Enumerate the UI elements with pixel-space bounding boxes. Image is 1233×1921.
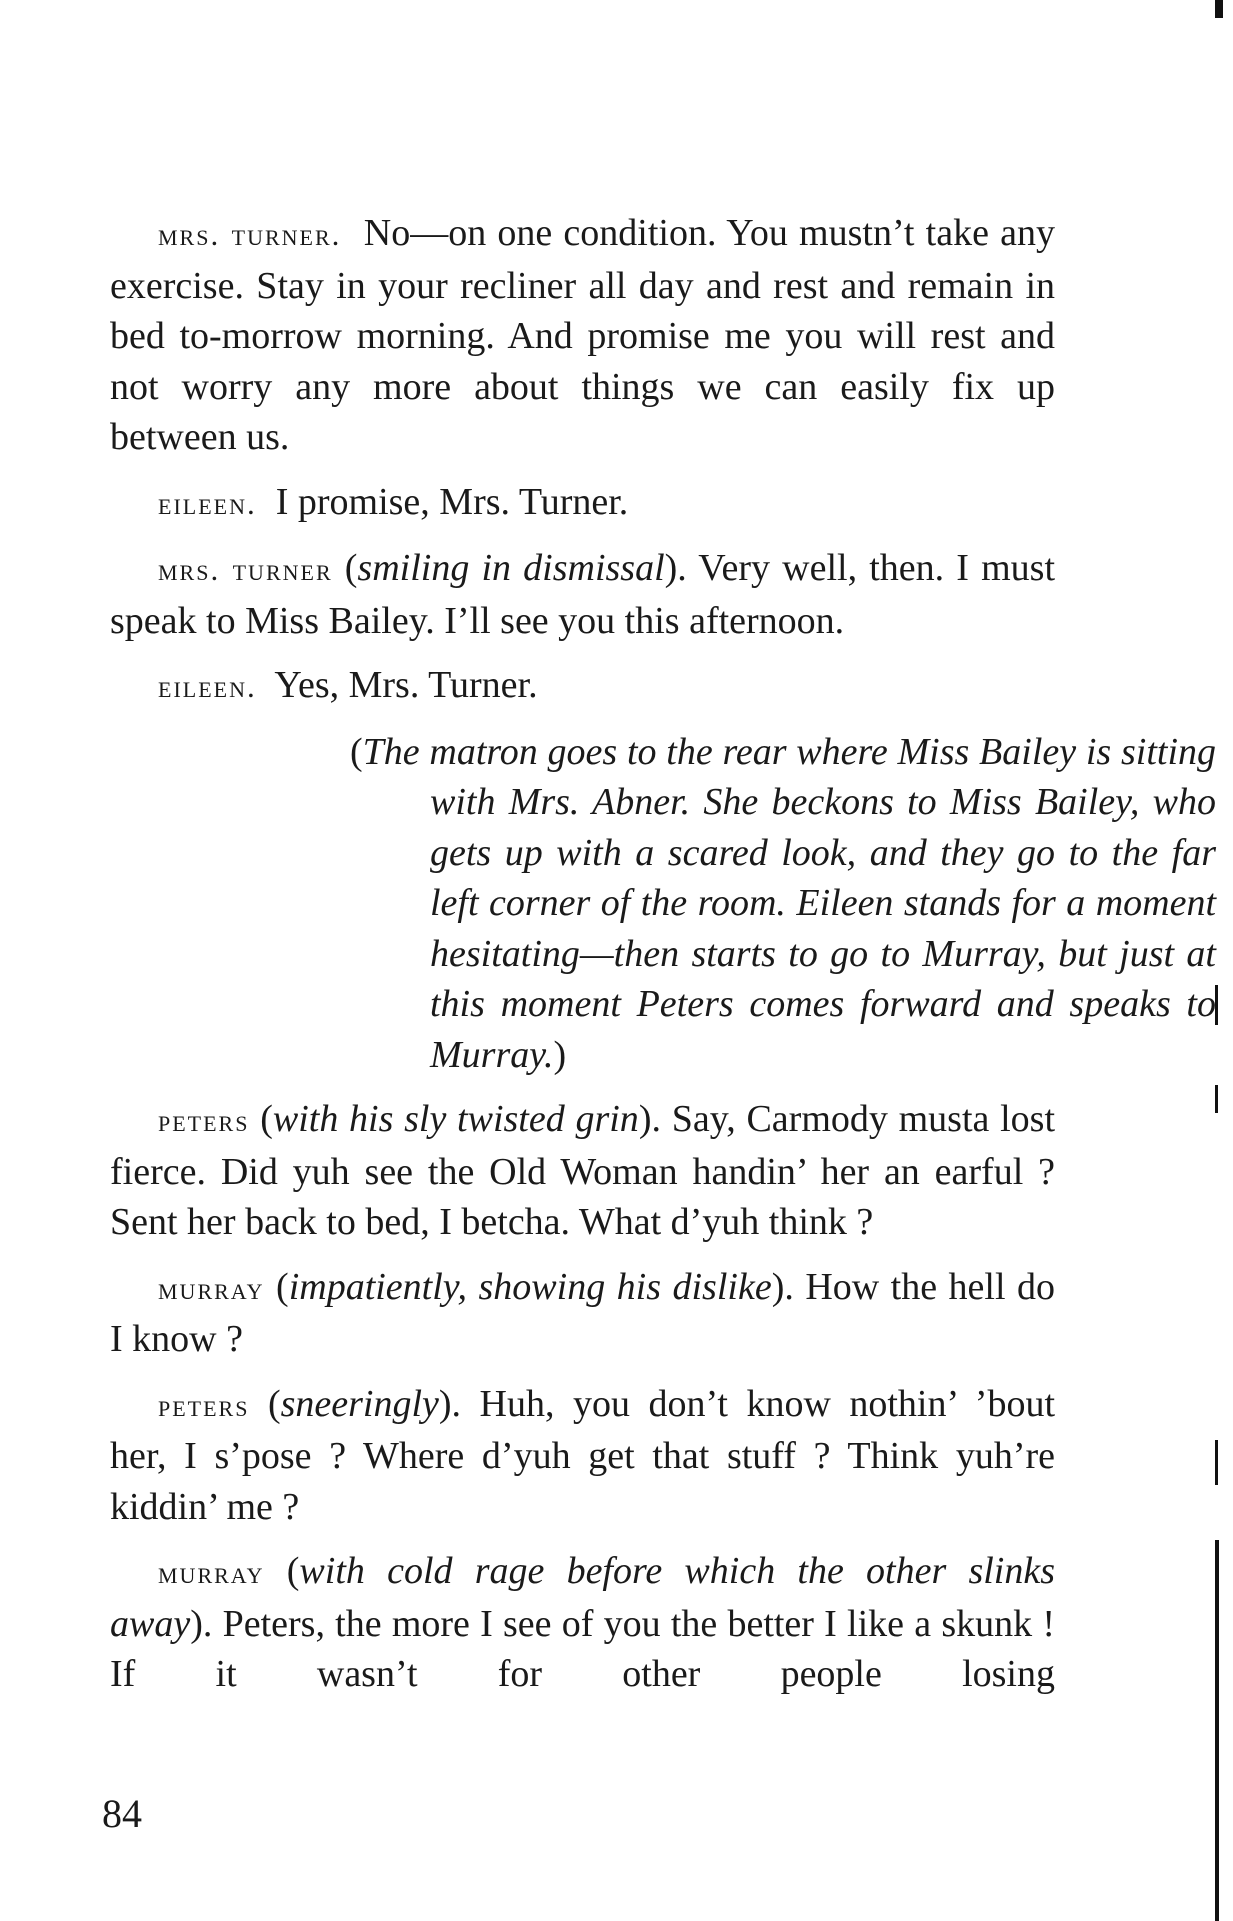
dialogue-text: Say, Carmody musta lost fierce. Did yuh see the Old Woman handin’ her an earful ? Sent her back to bed, I betcha. What d’yuh think ?: [110, 1098, 1056, 1243]
dialogue-paragraph: peters (with his sly twisted grin). Say, Carmody musta lost fierce. Did yuh see the Old Woman handin’ her an earful ? Sent her back to bed, I betcha. What d’yuh think ?: [110, 1098, 1056, 1243]
speaker-name: murray: [158, 1270, 265, 1306]
edge-mark-mid-3: [1215, 1440, 1218, 1485]
stage-direction-inline: smiling in dismissal: [357, 547, 665, 589]
speaker-name: murray: [158, 1555, 265, 1590]
stage-direction-inline: with his sly twisted grin: [272, 1098, 639, 1140]
dialogue-text: Peters, the more I see of you the better I like a skunk ! If it wasn’t for other people losing: [110, 1602, 1055, 1695]
dialogue-text: Yes, Mrs. Turner.: [274, 664, 538, 706]
dialogue-paragraph: murray (with cold rage before which the other slinks away). Peters, the more I see of you the better I like a skunk ! If it wasn’t for other people losing: [110, 1550, 1055, 1695]
edge-mark-mid-2: [1215, 1085, 1218, 1113]
speaker-name: mrs. turner: [158, 552, 333, 587]
dialogue-text: I promise, Mrs. Turner.: [275, 480, 629, 523]
dialogue-paragraph: peters (sneeringly). Huh, you don’t know nothin’ ’bout her, I s’pose ? Where d’yuh get that stuff ? Think yuh’re kiddin’ me ?: [110, 1382, 1056, 1528]
edge-mark-top: [1215, 0, 1223, 18]
dialogue-paragraph: mrs. turner (smiling in dismissal). Very well, then. I must speak to Miss Bailey. I’ll see you this afternoon.: [110, 547, 1056, 642]
stage-direction-inline: impatiently, showing his dislike: [288, 1265, 772, 1308]
stage-direction-inline: with cold rage before which the other slinks away: [110, 1550, 1055, 1645]
speaker-name: mrs. turner.: [158, 217, 342, 252]
speaker-name: eileen.: [158, 485, 257, 521]
stage-direction-inline: sneeringly: [280, 1382, 439, 1425]
dialogue-text: No—on one condition. You mustn’t take any exercise. Stay in your recliner all day and rest and remain in bed to-morrow morning. And promise me you will rest and not worry any more about things we can easily fix up between us.: [110, 212, 1055, 458]
dialogue-text: How the hell do I know ?: [110, 1265, 1055, 1360]
dialogue-paragraph: [110, 208, 1055, 463]
page-edge: [1215, 0, 1223, 1921]
dialogue-paragraph: [110, 660, 1055, 713]
stage-direction-block: (The matron goes to the rear where Miss Bailey is sitting with Mrs. Abner. She beckons to Miss Bailey, who gets up with a scared look, and they go to the far left corner of the room. Eileen stands for a moment hesitating—then starts to go to Murray, but just at this moment Peters comes forward and speaks to Murray.): [350, 730, 1216, 1076]
page-number: 84: [102, 1791, 142, 1836]
text-block: [110, 208, 1216, 1714]
dialogue-text: Huh, you don’t know nothin’ ’bout her, I s’pose ? Where d’yuh get that stuff ? Think yuh’re kiddin’ me ?: [110, 1382, 1056, 1528]
dialogue-paragraph: [110, 477, 1055, 530]
dialogue-text: Very well, then. I must speak to Miss Bailey. I’ll see you this afternoon.: [110, 547, 1056, 642]
stage-direction-text: The matron goes to the rear where Miss Bailey is sitting with Mrs. Abner. She beckons to Miss Bailey, who gets up with a scared look, and they go to the far left corner of the room. Eileen stands for a moment hesitating—then starts to go to Murray, but just at this moment Peters comes forward and speaks to Murray.: [362, 730, 1216, 1076]
dialogue-paragraph: murray (impatiently, showing his dislike). How the hell do I know ?: [110, 1265, 1055, 1360]
speaker-name: peters: [158, 1103, 250, 1138]
speaker-name: peters: [158, 1387, 250, 1423]
speaker-name: eileen.: [158, 669, 257, 704]
edge-mark-bottom: [1215, 1540, 1219, 1921]
